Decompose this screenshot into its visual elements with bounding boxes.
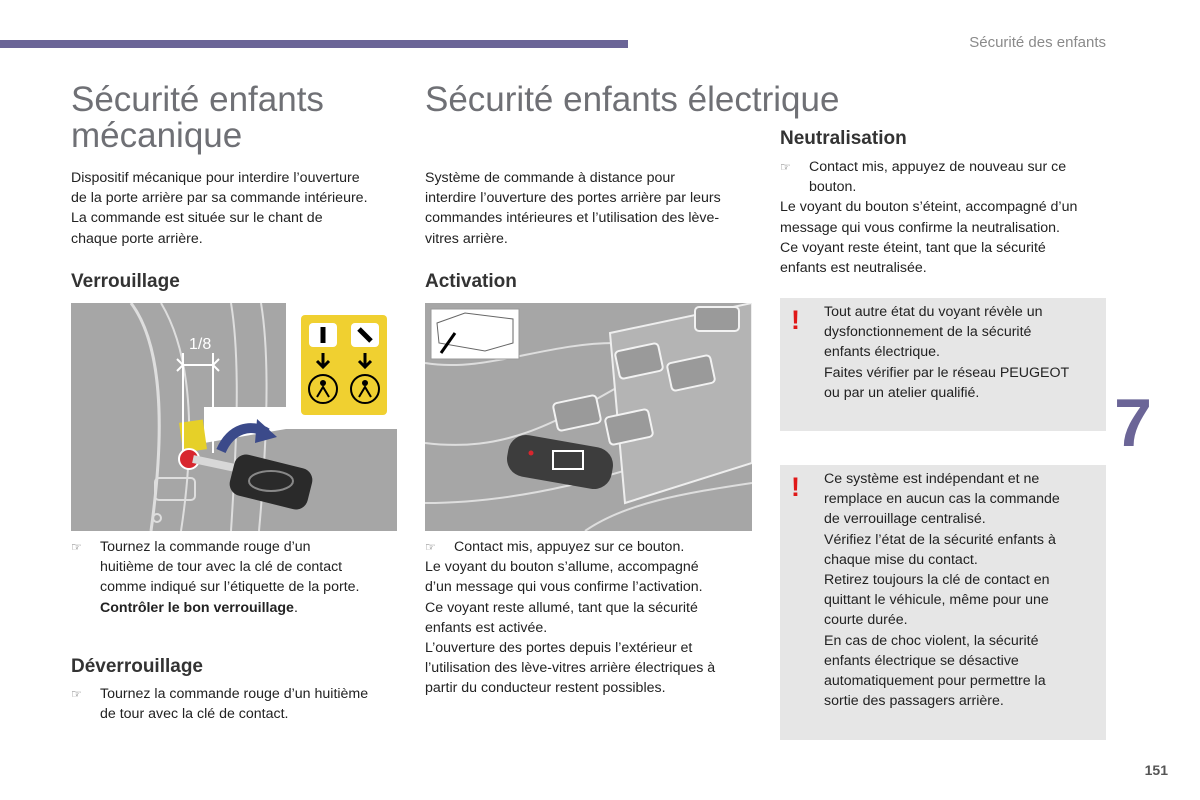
text-line: Le voyant du bouton s’éteint, accompagné d’un <box>780 199 1078 216</box>
bullet-item <box>425 537 765 557</box>
bold-instruction: Contrôler le bon verrouillage <box>100 599 294 616</box>
text-line <box>100 598 359 618</box>
text-line: enfants est neutralisée. <box>780 260 927 277</box>
page-title-mechanical <box>71 82 324 154</box>
text-line: En cas de choc violent, la sécurité <box>824 632 1039 649</box>
text-line: Dispositif mécanique pour interdire l’ouverture <box>71 170 360 186</box>
warning-text <box>824 302 1099 403</box>
text-line: comme indiqué sur l’étiquette de la porte. <box>100 579 360 596</box>
text-line: partir du conducteur restent possibles. <box>425 680 666 697</box>
text-line: vitres arrière. <box>425 230 508 247</box>
title-line: Sécurité enfants <box>71 80 324 119</box>
window-switch-panel-illustration <box>425 303 752 531</box>
text-line: Faites vérifier par le réseau PEUGEOT <box>824 364 1070 381</box>
text-line: Contact mis, appuyez sur ce bouton. <box>454 539 685 555</box>
text-line: Vérifiez l’état de la sécurité enfants à <box>824 531 1056 548</box>
text-line: Tout autre état du voyant révèle un <box>824 304 1043 320</box>
chapter-number: 7 <box>1114 385 1152 461</box>
text-line: d’un message qui vous confirme l’activation. <box>425 579 703 596</box>
bullet-text <box>100 684 368 724</box>
text-line: quittant le véhicule, même pour une <box>824 592 1049 609</box>
text-line: sortie des passagers arrière. <box>824 693 1004 710</box>
bullet-item <box>71 537 411 618</box>
text-line: remplace en aucun cas la commande <box>824 491 1060 508</box>
text-line: L’ouverture des portes depuis l’extérieur et <box>425 640 693 657</box>
section-title: Sécurité des enfants <box>969 34 1106 51</box>
text-line: Système de commande à distance pour <box>425 170 675 186</box>
intro-electric <box>425 168 765 249</box>
pointing-hand-icon: ☞ <box>71 540 82 554</box>
text-line: interdire l’ouverture des portes arrière par leurs <box>425 190 721 207</box>
text-line: de la porte arrière par sa commande intérieure. <box>71 190 368 207</box>
neutralisation-instructions <box>780 157 1120 278</box>
activation-instructions <box>425 537 765 699</box>
heading-deverrouillage: Déverrouillage <box>71 656 203 677</box>
heading-verrouillage: Verrouillage <box>71 271 180 292</box>
text-line: enfants électrique. <box>824 344 940 361</box>
text-line: chaque porte arrière. <box>71 230 203 247</box>
pointing-hand-icon: ☞ <box>71 687 82 701</box>
text-line: l’utilisation des lève-vitres arrière électriques à <box>425 660 716 677</box>
bullet-item <box>780 157 1120 197</box>
text-line: Ce voyant reste éteint, tant que la sécurité <box>780 239 1046 256</box>
text-line: La commande est située sur le chant de <box>71 210 323 227</box>
warning-exclamation-icon: ! <box>791 305 800 335</box>
bullet-item <box>71 684 411 724</box>
text-line: de verrouillage centralisé. <box>824 511 986 528</box>
verrouillage-instructions <box>71 537 411 618</box>
page-title-electric: Sécurité enfants électrique <box>425 80 840 119</box>
text-line: automatiquement pour permettre la <box>824 673 1046 690</box>
deverrouillage-instructions <box>71 684 411 724</box>
text-line: commandes intérieures et l’utilisation des lève- <box>425 210 720 227</box>
text-line: dysfonctionnement de la sécurité <box>824 324 1032 341</box>
warning-panel <box>780 298 1106 431</box>
text-line: Le voyant du bouton s’allume, accompagné <box>425 559 699 576</box>
warning-text <box>824 469 1099 711</box>
text-line: Contact mis, appuyez de nouveau sur ce <box>809 159 1067 175</box>
title-line: mécanique <box>71 116 243 155</box>
header-accent-bar <box>0 40 628 48</box>
warning-exclamation-icon: ! <box>791 472 800 502</box>
pointing-hand-icon: ☞ <box>780 160 791 174</box>
text-line: Ce système est indépendant et ne <box>824 471 1040 487</box>
text-line: chaque mise du contact. <box>824 551 978 568</box>
text-line: Tournez la commande rouge d’un <box>100 539 311 555</box>
page-number: 151 <box>1144 762 1168 778</box>
punctuation: . <box>293 599 298 616</box>
heading-neutralisation: Neutralisation <box>780 128 907 149</box>
text-line: Retirez toujours la clé de contact en <box>824 572 1050 589</box>
text-line: ou par un atelier qualifié. <box>824 384 980 401</box>
text-line: courte durée. <box>824 612 908 629</box>
text-line: huitième de tour avec la clé de contact <box>100 559 343 576</box>
text-line: de tour avec la clé de contact. <box>100 706 289 723</box>
bullet-text <box>809 157 1066 197</box>
warning-panel <box>780 465 1106 740</box>
text-line: enfants est activée. <box>425 619 548 636</box>
text-line: message qui vous confirme la neutralisation. <box>780 219 1060 236</box>
heading-activation: Activation <box>425 271 517 292</box>
bullet-text <box>100 537 359 618</box>
fraction-label: 1/8 <box>189 336 212 353</box>
text-line: enfants électrique se désactive <box>824 652 1019 669</box>
door-lock-illustration <box>71 303 397 531</box>
pointing-hand-icon: ☞ <box>425 540 436 554</box>
text-line: Ce voyant reste allumé, tant que la sécurité <box>425 599 698 616</box>
intro-mechanical <box>71 168 411 249</box>
text-line: bouton. <box>809 179 857 196</box>
text-line: Tournez la commande rouge d’un huitième <box>100 686 369 702</box>
